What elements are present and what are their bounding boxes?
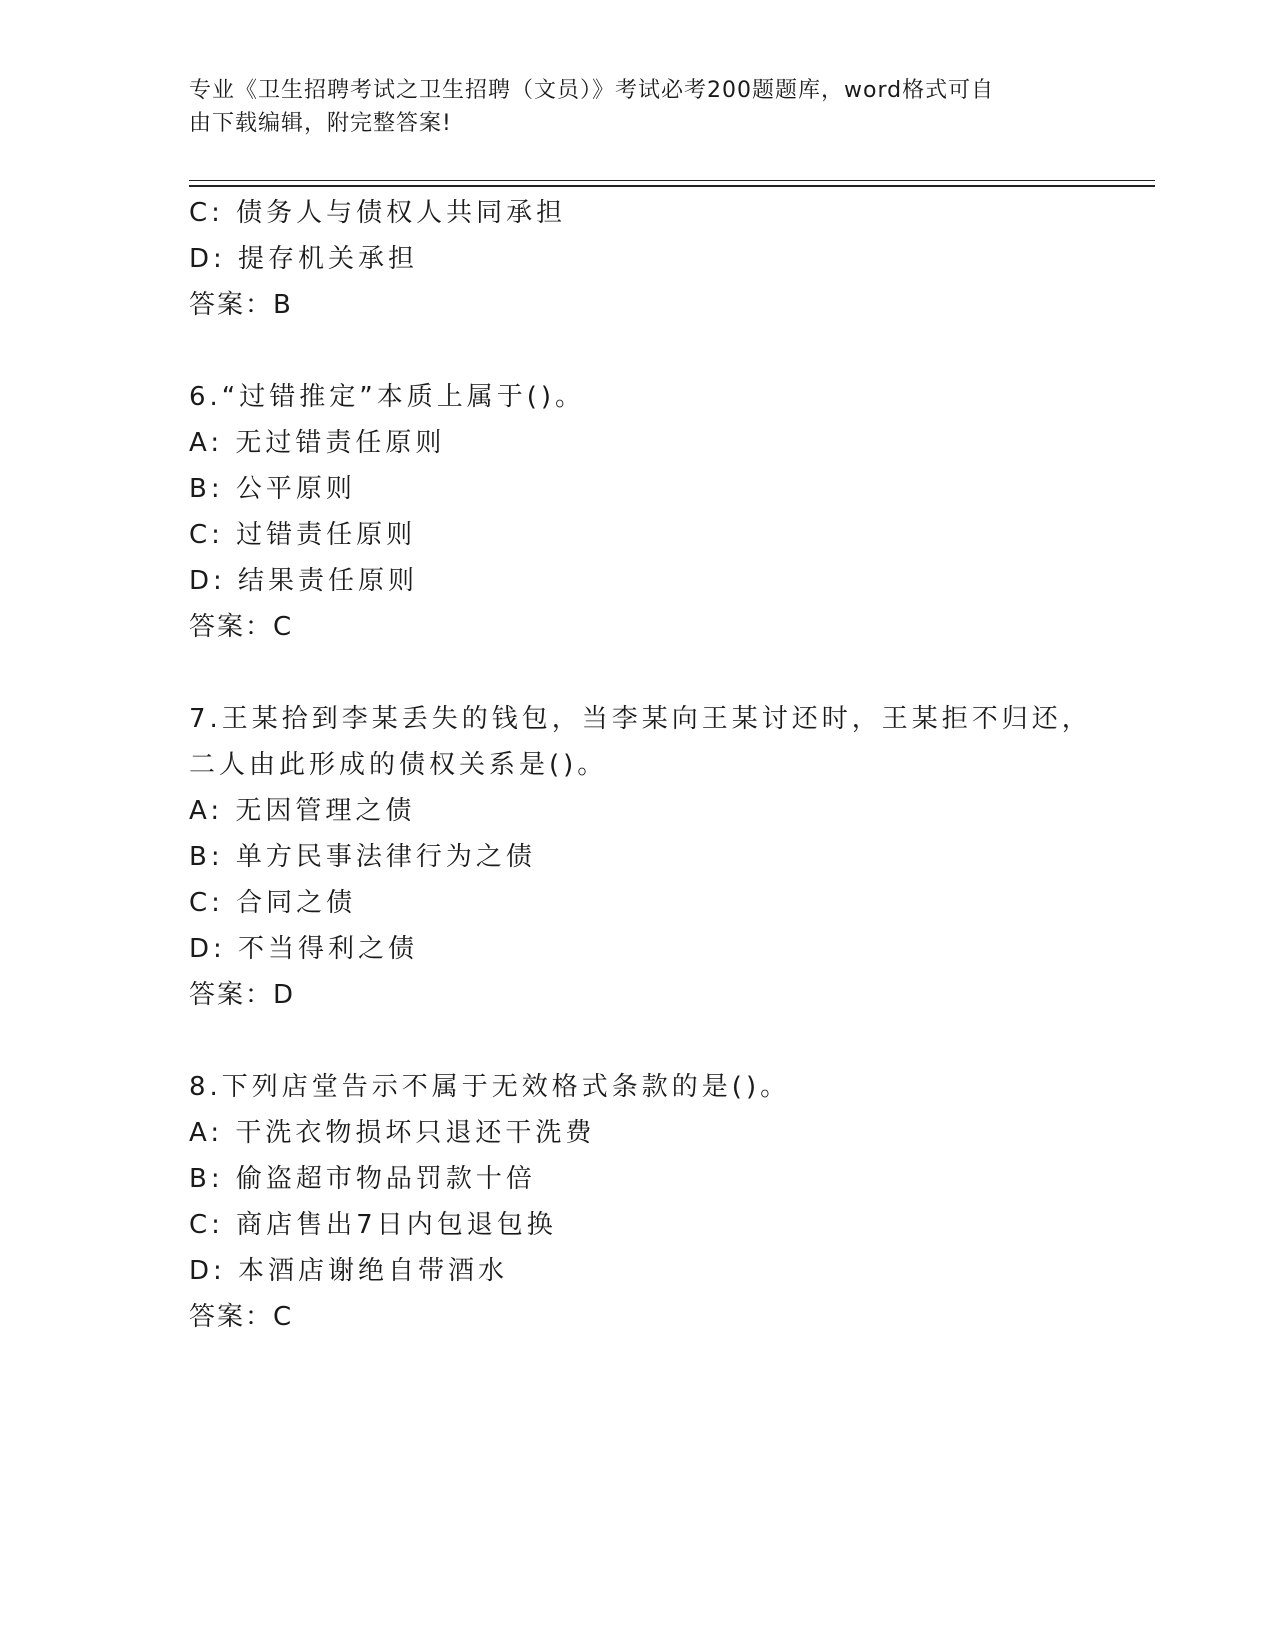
spacer: [189, 328, 1129, 374]
header-line-2: 由下载编辑，附完整答案!: [189, 111, 452, 136]
option-d: D: 提存机关承担: [189, 244, 419, 274]
option-a: A: 干洗衣物损坏只退还干洗费: [189, 1118, 596, 1148]
question-5-tail: [189, 190, 1129, 328]
document-header: [189, 74, 1089, 140]
answer: 答案：C: [189, 612, 294, 642]
header-divider-thick: [189, 185, 1155, 187]
question-list: [189, 190, 1129, 1340]
option-b: B: 公平原则: [189, 474, 356, 504]
question-8: [189, 1064, 1129, 1340]
option-c: C: 商店售出7日内包退包换: [189, 1210, 557, 1240]
question-stem: 8.下列店堂告示不属于无效格式条款的是()。: [189, 1072, 791, 1102]
answer: 答案：D: [189, 980, 296, 1010]
question-7: [189, 696, 1129, 1018]
question-stem-line-1: 7.王某拾到李某丢失的钱包，当李某向王某讨还时，王某拒不归还，: [189, 704, 1092, 734]
option-a: A: 无因管理之债: [189, 796, 416, 826]
answer: 答案：B: [189, 290, 293, 320]
option-a: A: 无过错责任原则: [189, 428, 446, 458]
option-d: D: 不当得利之债: [189, 934, 419, 964]
spacer: [189, 1018, 1129, 1064]
option-d: D: 本酒店谢绝自带酒水: [189, 1256, 509, 1286]
answer: 答案：C: [189, 1302, 294, 1332]
option-d: D: 结果责任原则: [189, 566, 419, 596]
option-b: B: 偷盗超市物品罚款十倍: [189, 1164, 536, 1194]
question-stem-line-2: 二人由此形成的债权关系是()。: [189, 750, 608, 780]
option-c: C: 过错责任原则: [189, 520, 417, 550]
spacer: [189, 650, 1129, 696]
question-stem: 6.“过错推定”本质上属于()。: [189, 382, 586, 412]
header-divider-thin: [189, 180, 1155, 181]
option-c: C: 合同之债: [189, 888, 357, 918]
header-line-1: 专业《卫生招聘考试之卫生招聘（文员）》考试必考200题题库，word格式可自: [189, 78, 995, 103]
option-b: B: 单方民事法律行为之债: [189, 842, 536, 872]
question-6: [189, 374, 1129, 650]
option-c: C: 债务人与债权人共同承担: [189, 198, 567, 228]
